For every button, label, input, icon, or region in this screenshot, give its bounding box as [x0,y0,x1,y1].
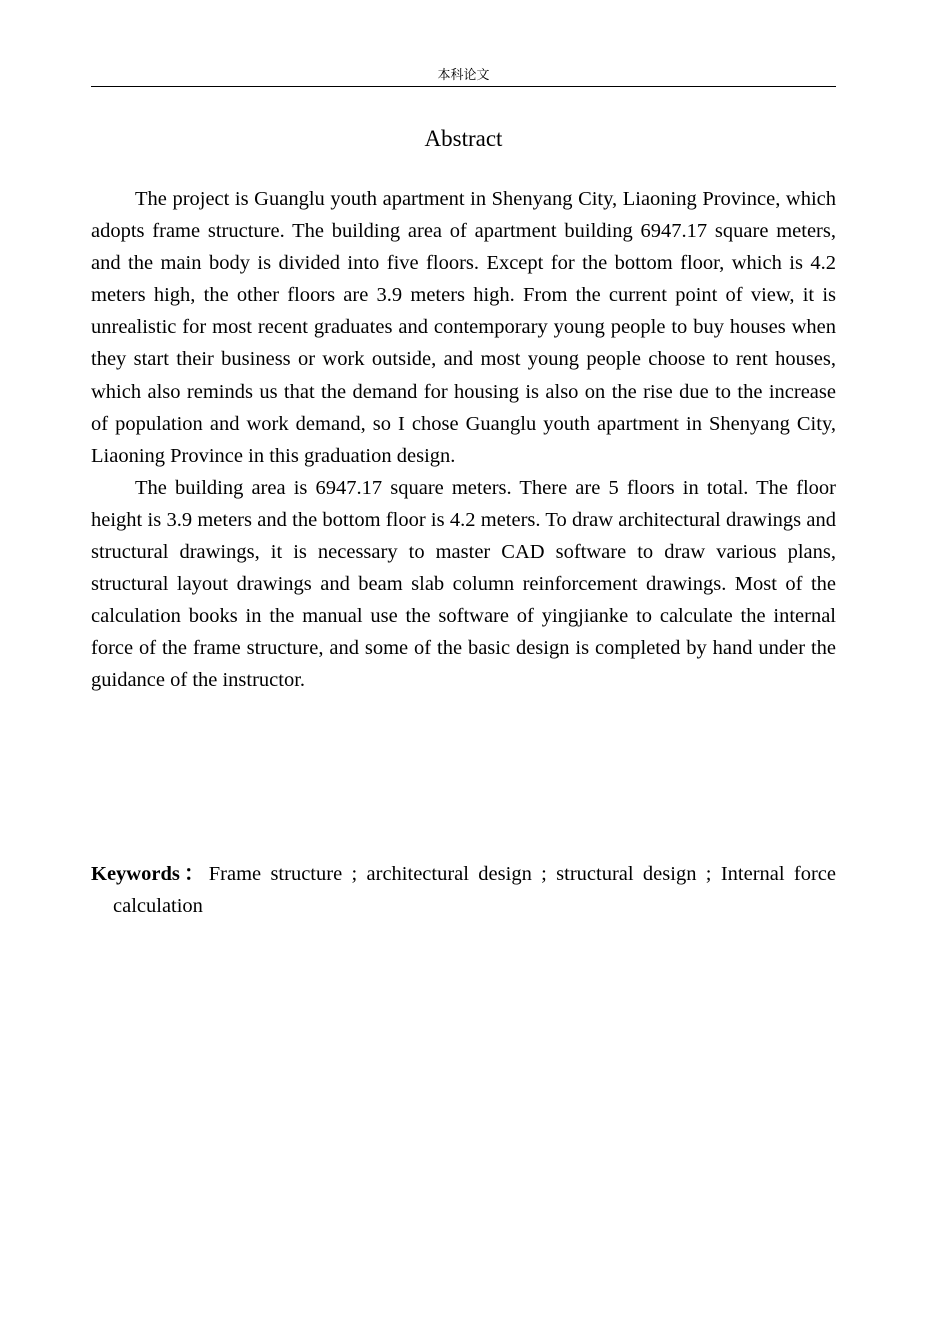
keywords-label: Keywords： [91,863,209,885]
keywords [91,858,836,922]
abstract-paragraph-2: The building area is 6947.17 square meters. There are 5 floors in total. The floor height is 3.9 meters and the bottom floor is 4.2 meters. To draw architectural drawings and structural drawings, it is necessary to master CAD software to draw various plans, structural layout drawings and beam slab column reinforcement drawings. Most of the calculation books in the manual use the software of yingjianke to calculate the internal force of the frame structure, and some of the basic design is completed by hand under the guidance of the instructor. [91,476,836,692]
abstract-paragraph-1: The project is Guanglu youth apartment in Shenyang City, Liaoning Province, which adopts frame structure. The building area of apartment building 6947.17 square meters, and the main body is divided into five floors. Except for the bottom floor, which is 4.2 meters high, the other floors are 3.9 meters high. From the current point of view, it is unrealistic for most recent graduates and contemporary young people to buy houses when they start their business or work outside, and most young people choose to rent houses, which also reminds us that the demand for housing is also on the rise due to the increase of population and work demand, so I chose Guanglu youth apartment in Shenyang City, Liaoning Province in this graduation design. [91,188,836,467]
running-title: 本科论文 [437,68,490,83]
abstract-title: Abstract [424,126,503,151]
page-header [91,68,836,87]
keywords-text: Frame structure ; architectural design ; structural design ; Internal force calculation [113,863,836,918]
abstract-body [91,183,836,697]
